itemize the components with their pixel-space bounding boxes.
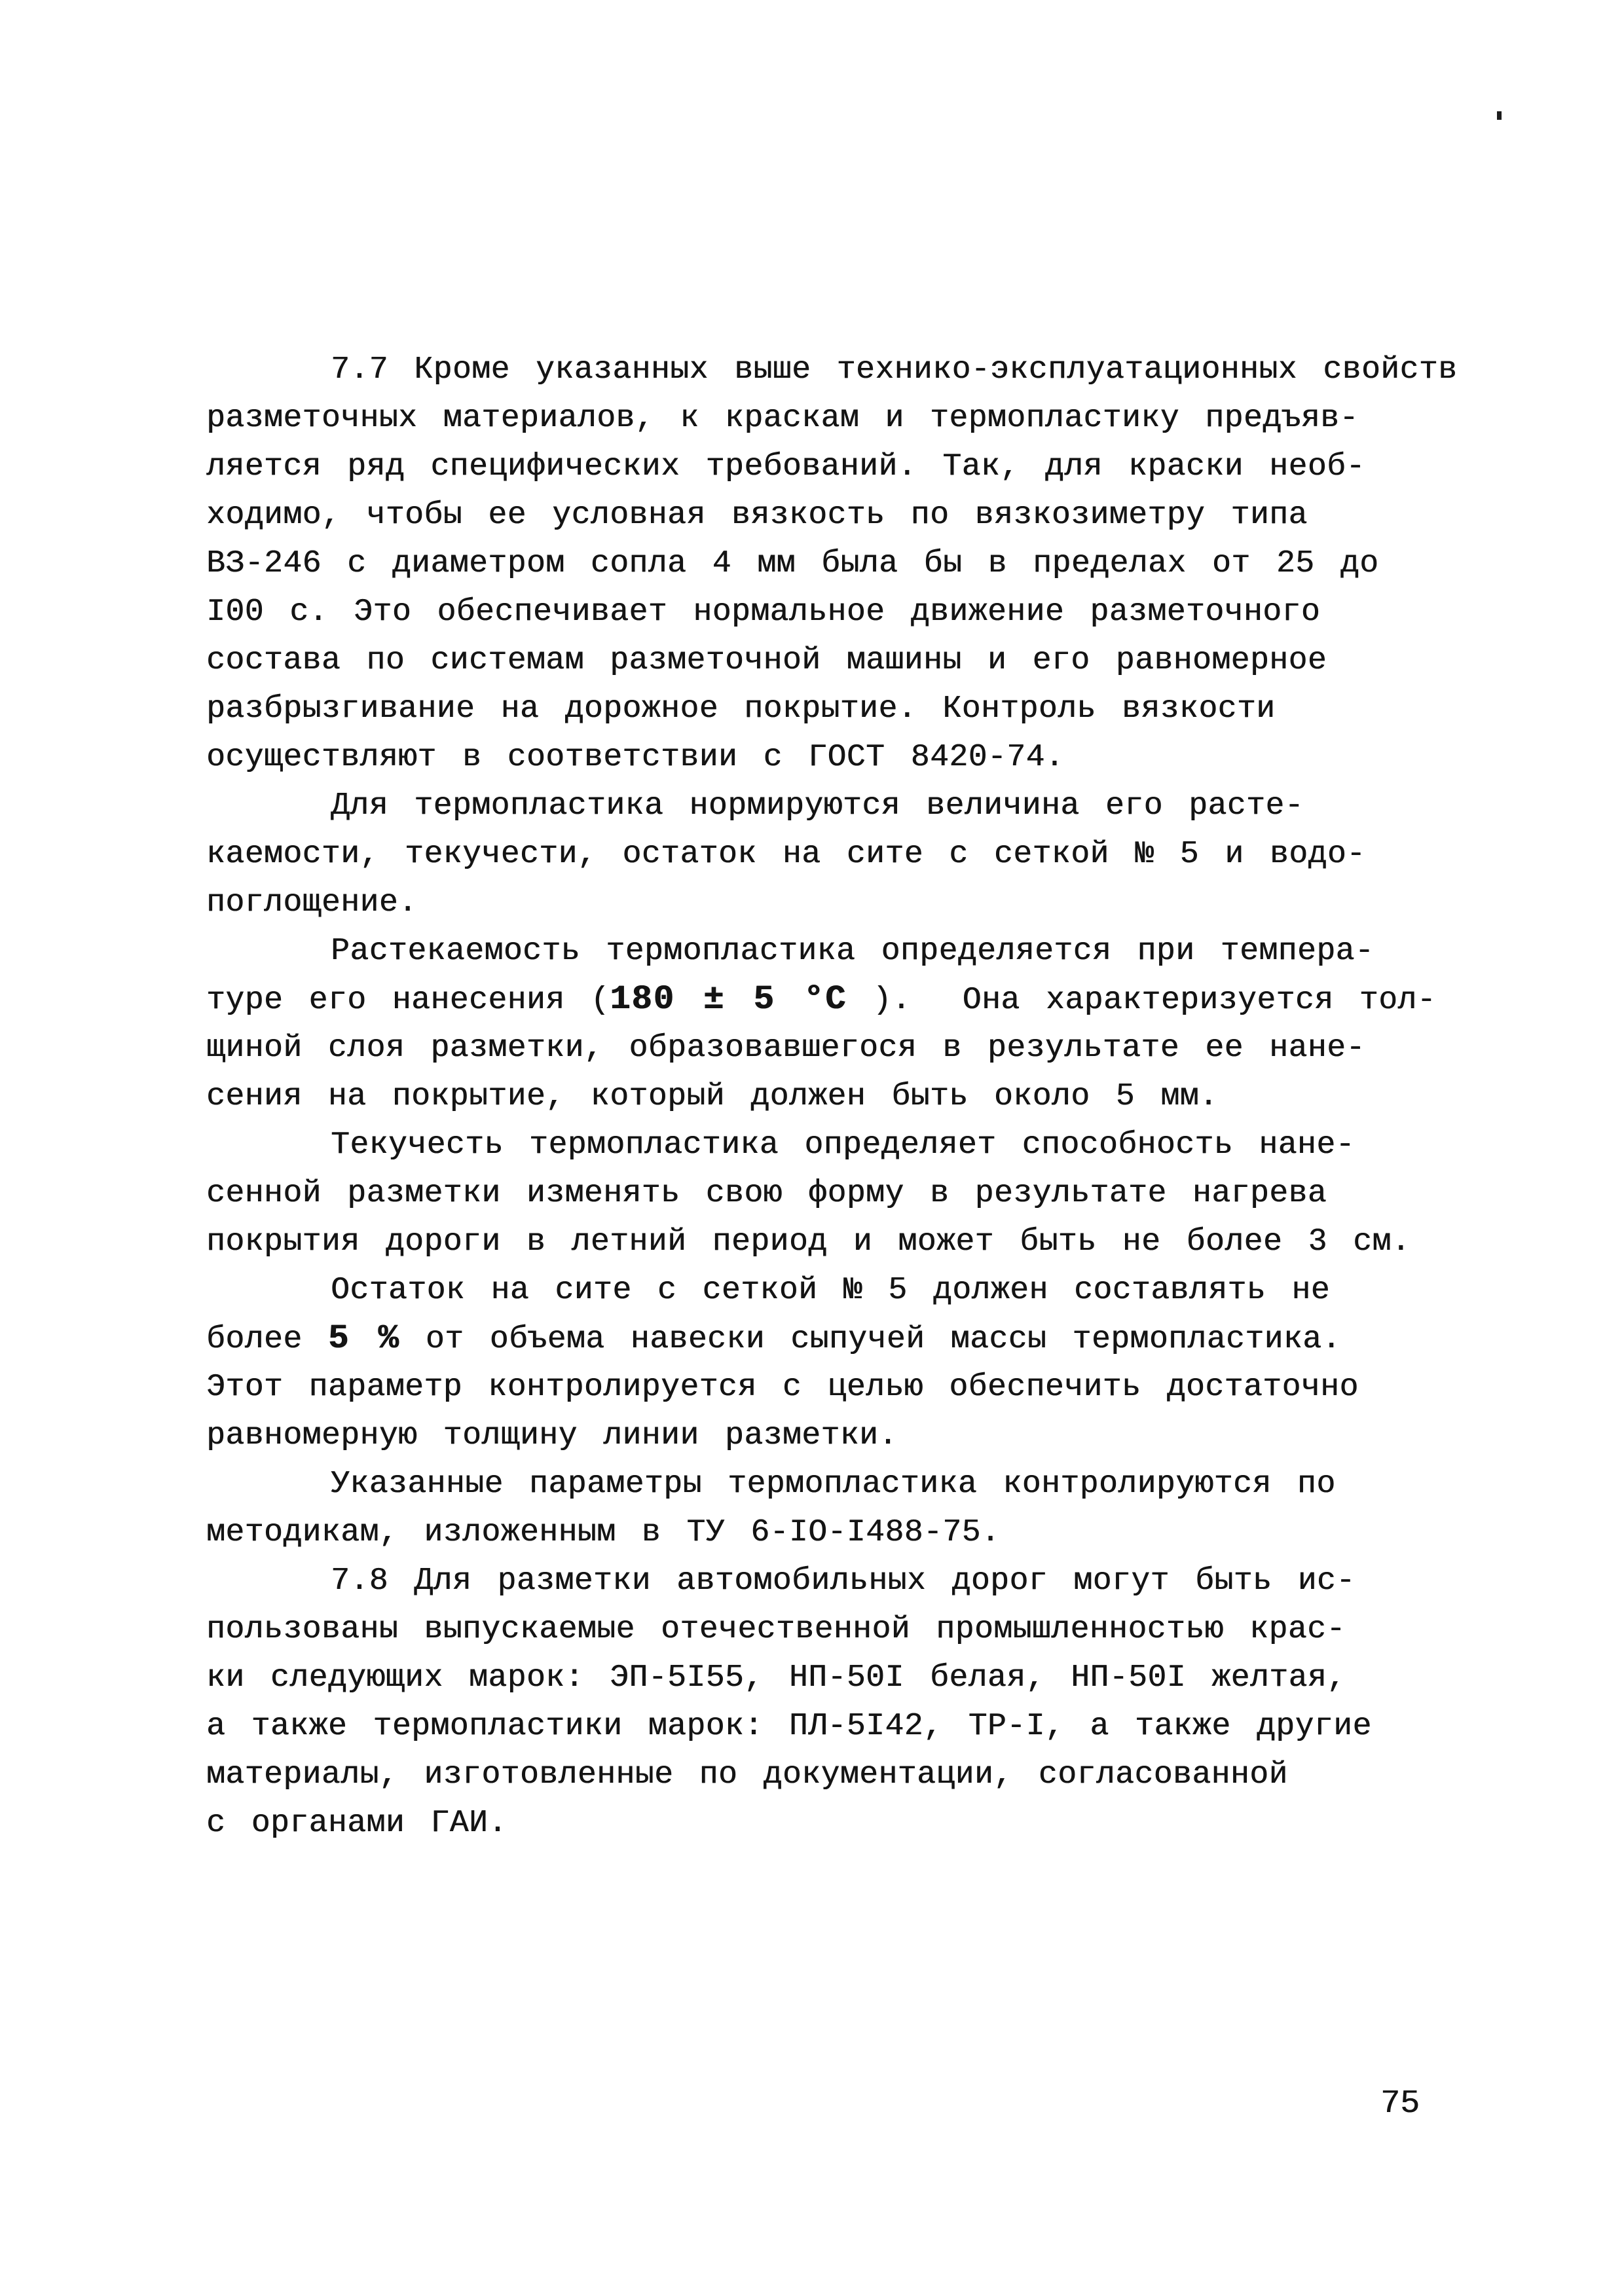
text-line [206,1702,1464,1751]
document-text [206,346,1464,1848]
text-line [206,1605,1464,1654]
text-segment: поглощение. [206,885,418,920]
text-segment: методикам, изложенным в ТУ 6-IO-I488-75. [206,1515,1001,1550]
text-segment: туре его нанесения ( [206,983,610,1018]
text-line [206,879,1464,927]
text-line [206,443,1464,491]
text-segment: покрытия дороги в летний период и может быть не более 3 см. [206,1224,1411,1260]
text-segment: I00 с. Это обеспечивает нормальное движение разметочного [206,594,1321,630]
text-segment: материалы, изготовленные по документации, согласованной [206,1757,1288,1793]
text-segment: разметочных материалов, к краскам и термопластику предъяв- [206,401,1359,436]
text-line [206,636,1464,685]
text-line [206,782,1464,830]
text-line [206,975,1464,1024]
text-line [206,927,1464,975]
text-segment: 7.8 Для разметки автомобильных дорог могут быть ис- [331,1563,1356,1599]
text-line [206,346,1464,394]
text-line [206,1412,1464,1460]
text-segment: Растекаемость термопластика определяется при темпера- [331,934,1375,969]
text-line [206,733,1464,782]
text-segment: осуществляют в соответствии с ГОСТ 8420-74. [206,740,1065,775]
text-segment: ляется ряд специфических требований. Так, для краски необ- [206,449,1365,484]
text-segment: сенной разметки изменять свою форму в результате нагрева [206,1176,1327,1211]
text-line [206,539,1464,588]
text-line [206,1460,1464,1508]
text-line [206,1121,1464,1169]
text-segment: разбрызгивание на дорожное покрытие. Контроль вязкости [206,691,1276,727]
text-segment: 7.7 Кроме указанных выше технико-эксплуатационных свойств [331,352,1458,388]
text-segment: ). Она характеризуется тол- [847,983,1436,1018]
text-line [206,1266,1464,1315]
text-segment: ВЗ-246 с диаметром сопла 4 мм была бы в пределах от 25 до [206,546,1379,581]
text-segment: ки следующих марок: ЭП-5I55, НП-50I белая, НП-50I желтая, [206,1660,1346,1696]
text-segment: щиной слоя разметки, образовавшегося в результате ее нане- [206,1030,1365,1066]
text-line [206,1654,1464,1702]
text-segment: Для термопластика нормируются величина его расте- [331,788,1304,824]
text-line [206,1218,1464,1266]
emphasized-value: 180 ± 5 °С [610,980,847,1019]
text-line [206,1557,1464,1605]
scan-speck-dot [1497,111,1502,120]
text-line [206,1072,1464,1121]
text-line [206,685,1464,733]
text-line [206,491,1464,539]
text-segment: Текучесть термопластика определяет способность нане- [331,1127,1355,1163]
text-line [206,1315,1464,1363]
text-line [206,394,1464,443]
text-segment: более [206,1322,328,1357]
text-line [206,1799,1464,1848]
page-number: 75 [1380,2085,1420,2123]
text-line [206,1508,1464,1557]
text-line [206,1751,1464,1799]
text-segment: от объема навески сыпучей массы термопластика. [399,1322,1341,1357]
text-segment: сения на покрытие, который должен быть около 5 мм. [206,1079,1219,1114]
text-line [206,588,1464,636]
text-segment: Остаток на сите с сеткой № 5 должен составлять не [331,1273,1330,1308]
text-segment: ходимо, чтобы ее условная вязкость по вязкозиметру типа [206,498,1308,533]
text-segment: пользованы выпускаемые отечественной промышленностью крас- [206,1612,1346,1647]
text-segment: с органами ГАИ. [206,1806,507,1841]
text-line [206,1024,1464,1072]
text-line [206,830,1464,879]
text-segment: Указанные параметры термопластика контролируются по [331,1467,1336,1502]
text-segment: равномерную толщину линии разметки. [206,1418,898,1453]
text-line [206,1169,1464,1218]
text-segment: состава по системам разметочной машины и его равномерное [206,643,1327,678]
text-segment: Этот параметр контролируется с целью обеспечить достаточно [206,1370,1359,1405]
text-segment: каемости, текучести, остаток на сите с сеткой № 5 и водо- [206,837,1366,872]
text-line [206,1363,1464,1412]
emphasized-value: 5 % [327,1319,400,1358]
text-segment: а также термопластики марок: ПЛ-5I42, ТР-I, а также другие [206,1709,1372,1744]
